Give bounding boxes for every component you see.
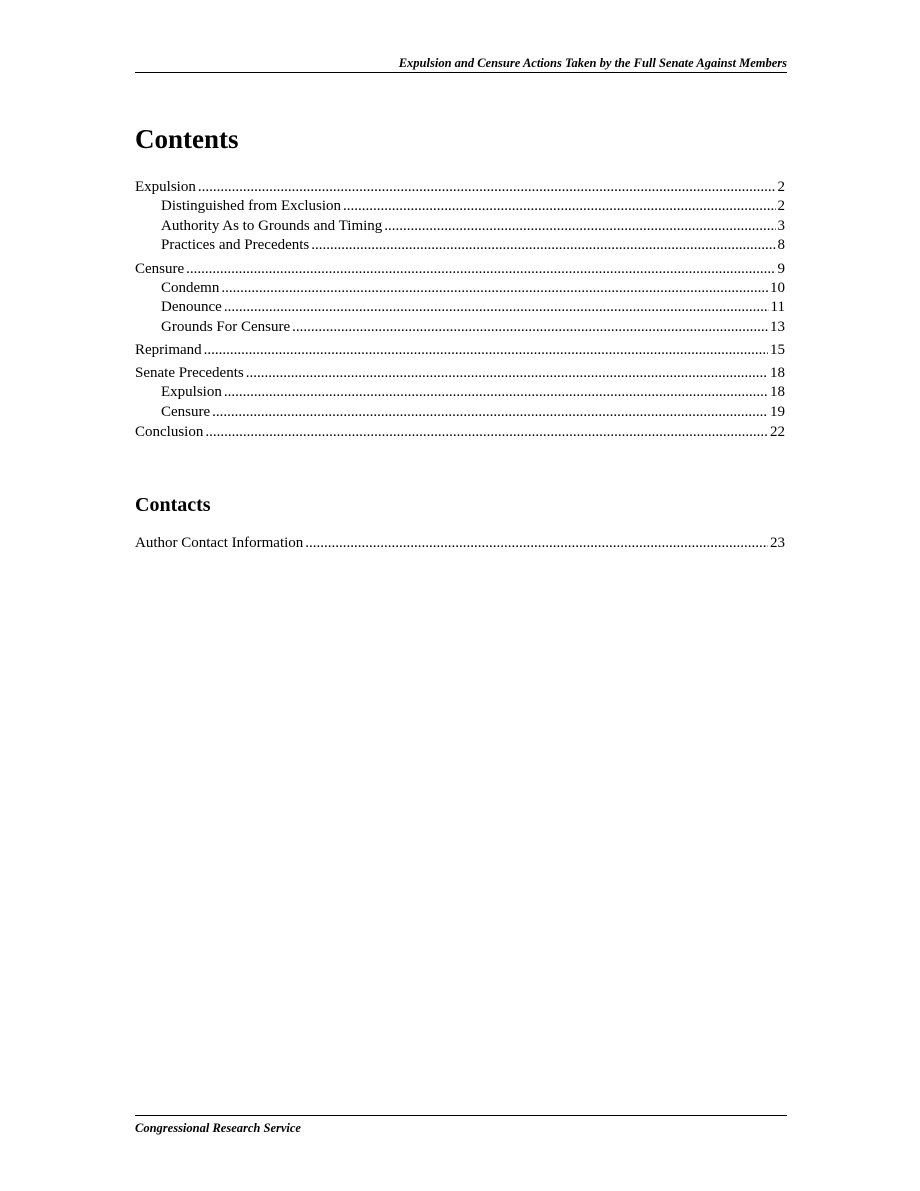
toc-entry-label: Author Contact Information <box>135 535 304 551</box>
toc-entry-denounce[interactable] <box>135 298 785 318</box>
toc-entry-label: Expulsion <box>135 179 196 195</box>
toc-entry-label: Practices and Precedents <box>161 237 310 253</box>
dot-leader <box>224 383 768 403</box>
toc-entry-precedents-expulsion[interactable] <box>135 383 785 403</box>
toc-entry-page: 9 <box>777 260 785 277</box>
contacts-heading: Contacts <box>135 494 211 516</box>
toc-entry-page: 19 <box>770 403 785 420</box>
toc-entry-grounds-for-censure[interactable] <box>135 318 785 338</box>
contents-heading: Contents <box>135 124 239 154</box>
toc-entry-page: 13 <box>770 318 785 335</box>
contacts-list <box>135 533 785 553</box>
toc-entry-page: 15 <box>770 342 785 358</box>
toc-entry-label: Distinguished from Exclusion <box>161 198 341 214</box>
toc-entry-author-contact-information[interactable] <box>135 533 785 553</box>
dot-leader <box>305 533 768 553</box>
dot-leader <box>343 197 776 217</box>
toc-entry-distinguished-from-exclusion[interactable] <box>135 197 785 217</box>
toc-entry-page: 18 <box>770 384 785 400</box>
dot-leader <box>205 422 768 442</box>
toc-entry-page: 10 <box>770 279 785 296</box>
toc-entry-label: Censure <box>135 260 185 277</box>
toc-entry-page: 18 <box>770 365 785 381</box>
toc-entry-censure[interactable] <box>135 259 785 279</box>
toc-entry-page: 2 <box>777 179 785 195</box>
table-of-contents <box>135 177 785 442</box>
page-footer: Congressional Research Service <box>135 1115 787 1136</box>
toc-entry-label: Censure <box>161 403 211 420</box>
toc-entry-page: 2 <box>777 198 785 214</box>
toc-entry-page: 23 <box>770 535 785 551</box>
toc-entry-page: 8 <box>777 237 785 253</box>
toc-entry-label: Reprimand <box>135 342 202 358</box>
dot-leader <box>198 177 776 197</box>
toc-entry-senate-precedents[interactable] <box>135 363 785 383</box>
toc-entry-condemn[interactable] <box>135 279 785 299</box>
dot-leader <box>384 217 775 237</box>
dot-leader <box>224 298 769 318</box>
toc-entry-page: 22 <box>770 424 785 440</box>
toc-entry-label: Authority As to Grounds and Timing <box>161 217 383 234</box>
toc-entry-label: Denounce <box>161 299 222 315</box>
toc-entry-page: 3 <box>777 217 785 234</box>
toc-entry-page: 11 <box>770 299 785 315</box>
dot-leader <box>292 318 768 338</box>
toc-entry-practices-precedents[interactable] <box>135 236 785 256</box>
toc-entry-reprimand[interactable] <box>135 340 785 360</box>
toc-entry-authority-grounds-timing[interactable] <box>135 217 785 237</box>
toc-entry-label: Expulsion <box>161 384 222 400</box>
dot-leader <box>246 363 768 383</box>
toc-entry-label: Senate Precedents <box>135 365 244 381</box>
toc-entry-precedents-censure[interactable] <box>135 403 785 423</box>
toc-entry-expulsion[interactable] <box>135 177 785 197</box>
toc-entry-label: Grounds For Censure <box>161 318 291 335</box>
dot-leader <box>186 259 775 279</box>
toc-entry-conclusion[interactable] <box>135 422 785 442</box>
running-header: Expulsion and Censure Actions Taken by the Full Senate Against Members <box>135 56 787 73</box>
dot-leader <box>212 403 768 423</box>
dot-leader <box>221 279 768 299</box>
toc-entry-label: Conclusion <box>135 424 204 440</box>
dot-leader <box>204 340 768 360</box>
toc-entry-label: Condemn <box>161 279 220 296</box>
dot-leader <box>311 236 775 256</box>
